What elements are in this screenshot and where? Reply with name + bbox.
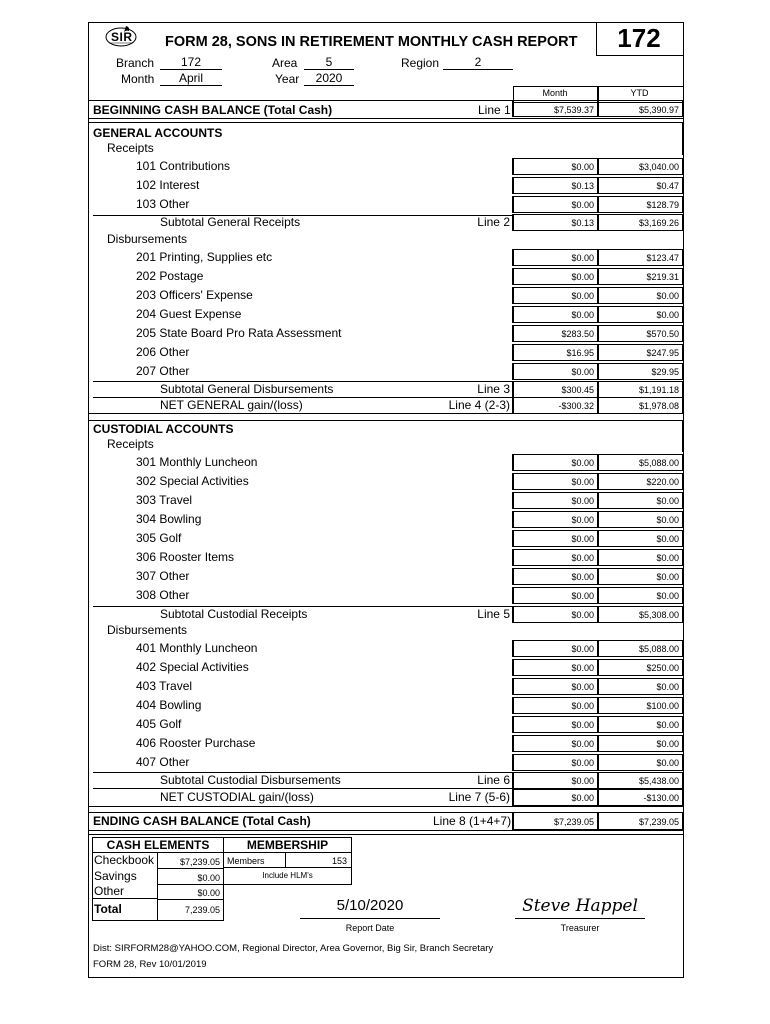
general-disbursement-label: 202 Postage (136, 269, 204, 283)
beginning-label: BEGINNING CASH BALANCE (Total Cash) (93, 103, 333, 117)
general-disbursement-label: 204 Guest Expense (136, 307, 242, 321)
cash-element-value: $7,239.05 (179, 857, 220, 867)
custodial-receipts-subtotal-ytd: $5,308.00 (638, 610, 679, 620)
treasurer-signature: Steve Happel (522, 896, 638, 916)
custodial-disbursement-label: 402 Special Activities (136, 660, 249, 674)
cash-elements-heading: CASH ELEMENTS (106, 838, 210, 852)
col-month-header: Month (542, 88, 568, 98)
cash-element-value: 7,239.05 (184, 905, 220, 915)
treasurer-label: Treasurer (560, 923, 600, 933)
general-receipt-ytd: $0.47 (656, 181, 679, 191)
custodial-receipt-ytd: $220.00 (646, 477, 679, 487)
membership-note: Include HLM's (262, 871, 313, 880)
general-receipt-ytd: $3,040.00 (638, 162, 679, 172)
cash-element-label: Savings (94, 869, 137, 883)
custodial-receipt-ytd: $5,088.00 (638, 458, 679, 468)
custodial-heading: CUSTODIAL ACCOUNTS (93, 422, 234, 436)
members-count: 153 (331, 856, 347, 866)
report-date-value: 5/10/2020 (336, 897, 404, 914)
general-receipts-label: Receipts (107, 141, 154, 155)
custodial-disbursement-ytd: $250.00 (646, 663, 679, 673)
custodial-disbursements-subtotal-label: Subtotal Custodial Disbursements (160, 773, 341, 787)
custodial-disbursement-month: $0.00 (571, 739, 594, 749)
region-label: Region (401, 56, 440, 70)
custodial-disbursement-ytd: $0.00 (656, 682, 679, 692)
custodial-receipts-subtotal-month: $0.00 (571, 610, 594, 620)
custodial-receipt-ytd: $0.00 (656, 515, 679, 525)
custodial-receipt-month: $0.00 (571, 572, 594, 582)
custodial-receipt-ytd: $0.00 (656, 591, 679, 601)
custodial-disbursement-label: 401 Monthly Luncheon (136, 641, 258, 655)
general-disbursement-ytd: $0.00 (656, 291, 679, 301)
general-disbursement-label: 206 Other (136, 345, 190, 359)
general-net-month: -$300.32 (558, 401, 594, 411)
custodial-receipt-month: $0.00 (571, 496, 594, 506)
general-disbursement-ytd: $247.95 (646, 348, 679, 358)
general-disbursement-month: $0.00 (571, 310, 594, 320)
cash-element-label: Other (94, 884, 125, 898)
general-disbursement-ytd: $0.00 (656, 310, 679, 320)
custodial-receipts-subtotal-line: Line 5 (477, 607, 510, 621)
ending-month: $7,239.05 (553, 817, 594, 827)
general-disbursements-label: Disbursements (107, 232, 188, 246)
beginning-line: Line 1 (478, 103, 511, 117)
general-disbursement-ytd: $123.47 (646, 253, 679, 263)
year-label: Year (275, 72, 300, 86)
general-disbursement-month: $0.00 (571, 272, 594, 282)
general-disbursement-ytd: $219.31 (646, 272, 679, 282)
general-disbursements-subtotal-ytd: $1,191.18 (638, 385, 679, 395)
custodial-disbursement-month: $0.00 (571, 701, 594, 711)
general-receipts-subtotal-ytd: $3,169.26 (638, 218, 679, 228)
general-receipt-label: 103 Other (136, 197, 190, 211)
custodial-receipt-label: 308 Other (136, 588, 190, 602)
custodial-net-month: $0.00 (571, 793, 594, 803)
month-value: April (160, 71, 222, 86)
area-value: 5 (304, 55, 354, 70)
custodial-disbursement-label: 405 Golf (136, 717, 182, 731)
custodial-receipt-label: 305 Golf (136, 531, 182, 545)
custodial-net-ytd: -$130.00 (643, 793, 679, 803)
general-disbursement-ytd: $570.50 (646, 329, 679, 339)
custodial-disbursement-ytd: $0.00 (656, 720, 679, 730)
general-disbursement-month: $0.00 (571, 253, 594, 263)
custodial-receipt-label: 304 Bowling (136, 512, 202, 526)
custodial-receipt-month: $0.00 (571, 553, 594, 563)
branch-value: 172 (160, 55, 222, 70)
general-disbursement-label: 201 Printing, Supplies etc (136, 250, 273, 264)
distribution-note: Dist: SIRFORM28@YAHOO.COM, Regional Director, Area Governor, Big Sir, Branch Secretary (93, 943, 494, 954)
branch-label: Branch (116, 56, 155, 70)
year-value: 2020 (304, 71, 354, 86)
custodial-disbursement-month: $0.00 (571, 682, 594, 692)
custodial-receipt-label: 306 Rooster Items (136, 550, 235, 564)
custodial-disbursements-subtotal-ytd: $5,438.00 (638, 776, 679, 786)
general-disbursement-ytd: $29.95 (651, 367, 679, 377)
custodial-disbursements-label: Disbursements (107, 623, 188, 637)
custodial-disbursements-subtotal-month: $0.00 (571, 776, 594, 786)
custodial-net-line: Line 7 (5-6) (448, 790, 510, 804)
custodial-disbursement-ytd: $5,088.00 (638, 644, 679, 654)
custodial-disbursement-label: 403 Travel (136, 679, 193, 693)
custodial-receipts-label: Receipts (107, 437, 154, 451)
general-disbursement-month: $16.95 (566, 348, 594, 358)
general-disbursement-month: $0.00 (571, 367, 594, 377)
custodial-disbursement-label: 407 Other (136, 755, 190, 769)
custodial-receipts-subtotal-label: Subtotal Custodial Receipts (160, 607, 308, 621)
general-receipt-label: 102 Interest (136, 178, 200, 192)
general-receipts-subtotal-label: Subtotal General Receipts (160, 215, 301, 229)
custodial-receipt-label: 301 Monthly Luncheon (136, 455, 258, 469)
custodial-disbursement-ytd: $100.00 (646, 701, 679, 711)
beginning-ytd: $5,390.97 (638, 105, 679, 115)
custodial-receipt-month: $0.00 (571, 591, 594, 601)
custodial-receipt-label: 302 Special Activities (136, 474, 249, 488)
general-receipt-month: $0.13 (571, 181, 594, 191)
custodial-disbursement-month: $0.00 (571, 644, 594, 654)
general-disbursement-month: $0.00 (571, 291, 594, 301)
general-receipt-month: $0.00 (571, 162, 594, 172)
custodial-receipt-month: $0.00 (571, 477, 594, 487)
custodial-receipt-month: $0.00 (571, 534, 594, 544)
general-receipts-subtotal-line: Line 2 (477, 215, 510, 229)
col-ytd-header: YTD (630, 88, 649, 98)
general-disbursement-label: 207 Other (136, 364, 190, 378)
general-net-line: Line 4 (2-3) (448, 398, 510, 412)
general-net-label: NET GENERAL gain/(loss) (160, 398, 303, 412)
custodial-net-label: NET CUSTODIAL gain/(loss) (160, 790, 314, 804)
custodial-receipt-label: 303 Travel (136, 493, 193, 507)
custodial-disbursements-subtotal-line: Line 6 (477, 773, 510, 787)
area-label: Area (272, 56, 298, 70)
general-disbursements-subtotal-month: $300.45 (561, 385, 594, 395)
general-disbursements-subtotal-line: Line 3 (477, 382, 510, 396)
general-disbursements-subtotal-label: Subtotal General Disbursements (160, 382, 334, 396)
region-value: 2 (443, 55, 513, 70)
custodial-disbursement-ytd: $0.00 (656, 758, 679, 768)
custodial-disbursement-month: $0.00 (571, 720, 594, 730)
custodial-disbursement-label: 404 Bowling (136, 698, 202, 712)
beginning-month: $7,539.37 (553, 105, 594, 115)
cash-element-value: $0.00 (197, 873, 220, 883)
custodial-disbursement-month: $0.00 (571, 758, 594, 768)
membership-heading: MEMBERSHIP (246, 838, 329, 852)
form-revision: FORM 28, Rev 10/01/2019 (93, 959, 207, 970)
ending-ytd: $7,239.05 (638, 817, 679, 827)
custodial-receipt-ytd: $0.00 (656, 572, 679, 582)
general-receipts-subtotal-month: $0.13 (571, 218, 594, 228)
custodial-receipt-month: $0.00 (571, 515, 594, 525)
custodial-disbursement-label: 406 Rooster Purchase (136, 736, 256, 750)
custodial-disbursement-month: $0.00 (571, 663, 594, 673)
cash-element-label: Total (94, 902, 122, 916)
report-date-label: Report Date (345, 923, 395, 933)
custodial-receipt-month: $0.00 (571, 458, 594, 468)
ending-label: ENDING CASH BALANCE (Total Cash) (93, 814, 311, 828)
general-disbursement-label: 203 Officers' Expense (136, 288, 253, 302)
sir-logo (104, 24, 138, 48)
logo-text: SIR (111, 30, 133, 44)
custodial-receipt-ytd: $0.00 (656, 534, 679, 544)
general-disbursement-label: 205 State Board Pro Rata Assessment (136, 326, 342, 340)
general-net-ytd: $1,978.08 (638, 401, 679, 411)
custodial-receipt-ytd: $0.00 (656, 553, 679, 563)
cash-element-value: $0.00 (197, 888, 220, 898)
general-heading: GENERAL ACCOUNTS (93, 126, 223, 140)
cash-element-label: Checkbook (94, 853, 155, 867)
members-label: Members (227, 856, 265, 866)
form-title: FORM 28, SONS IN RETIREMENT MONTHLY CASH REPORT (165, 34, 578, 50)
month-label: Month (121, 72, 155, 86)
custodial-disbursement-ytd: $0.00 (656, 739, 679, 749)
general-receipt-month: $0.00 (571, 200, 594, 210)
general-receipt-label: 101 Contributions (136, 159, 231, 173)
ending-line: Line 8 (1+4+7) (433, 814, 512, 828)
general-disbursement-month: $283.50 (561, 329, 594, 339)
form-number: 172 (617, 23, 661, 53)
custodial-receipt-ytd: $0.00 (656, 496, 679, 506)
general-receipt-ytd: $128.79 (646, 200, 679, 210)
custodial-receipt-label: 307 Other (136, 569, 190, 583)
